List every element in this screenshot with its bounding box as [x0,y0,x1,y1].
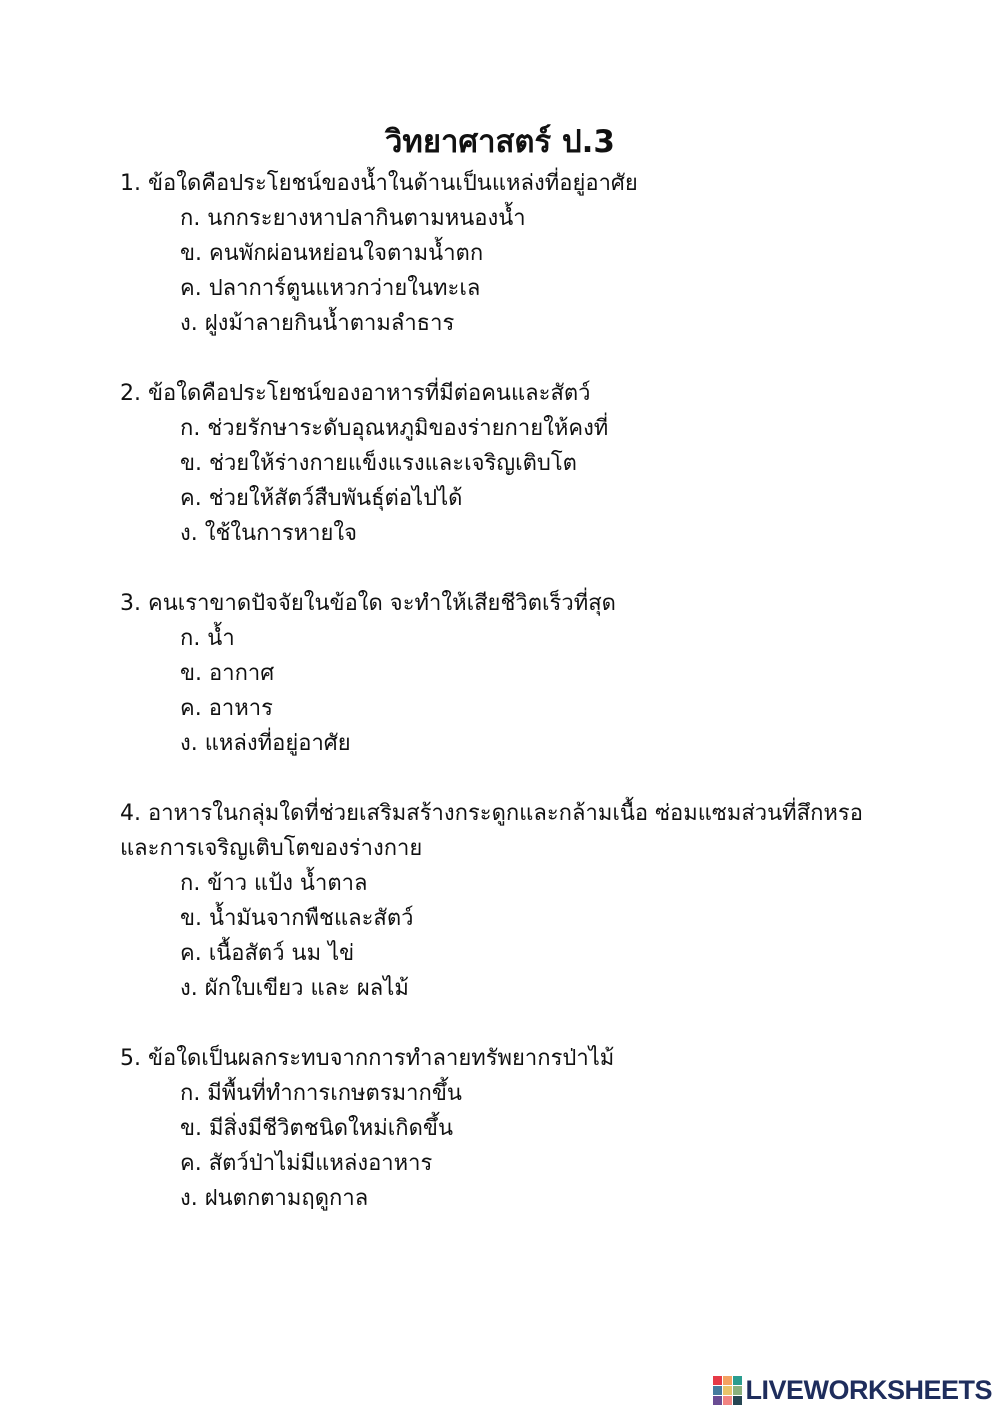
option-item: ค. ปลาการ์ตูนแหวกว่ายในทะเล [180,276,481,301]
option-item: ค. อาหาร [180,696,273,721]
logo-square [713,1376,722,1385]
option-list [120,866,880,1006]
option-item: ข. ช่วยให้ร่างกายแข็งแรงและเจริญเติบโต [180,451,577,476]
question-text: 1. ข้อใดคือประโยชน์ของน้ำในด้านเป็นแหล่งที่อยู่อาศัย [120,171,638,196]
option-item: ง. ฝูงม้าลายกินน้ำตามลำธาร [180,311,455,336]
option-item: ค. สัตว์ป่าไม่มีแหล่งอาหาร [180,1151,433,1176]
option-list [120,201,880,341]
liveworksheets-watermark [713,1372,992,1408]
option-item: ข. อากาศ [180,661,275,686]
option-item: ข. น้ำมันจากพืชและสัตว์ [180,906,414,931]
option-item: ค. เนื้อสัตว์ นม ไข่ [180,941,355,966]
option-item: ก. น้ำ [180,626,235,651]
question-3 [120,586,880,761]
option-item: ก. มีพื้นที่ทำการเกษตรมากขึ้น [180,1081,462,1106]
question-4 [120,796,880,1006]
option-item: ข. มีสิ่งมีชีวิตชนิดใหม่เกิดขึ้น [180,1116,453,1141]
question-text: 5. ข้อใดเป็นผลกระทบจากการทำลายทรัพยากรป่าไม้ [120,1046,615,1071]
question-text: 2. ข้อใดคือประโยชน์ของอาหารที่มีต่อคนและสัตว์ [120,381,591,406]
question-2 [120,376,880,551]
option-list [120,411,880,551]
option-item: ง. แหล่งที่อยู่อาศัย [180,731,351,756]
option-list [120,1076,880,1216]
brand-name: LIVEWORKSHEETS [745,1374,992,1405]
worksheet-title: วิทยาศาสตร์ ป.3 [384,124,616,160]
liveworksheets-logo-icon [713,1376,742,1405]
logo-square [733,1396,742,1405]
question-text: 4. อาหารในกลุ่มใดที่ช่วยเสริมสร้างกระดูกและกล้ามเนื้อ ซ่อมแซมส่วนที่สึกหรอ และการเจริญเติบโตของร่างกาย [120,801,863,861]
option-list [120,621,880,761]
logo-square [723,1376,732,1385]
logo-square [713,1386,722,1395]
option-item: ก. ข้าว แป้ง น้ำตาล [180,871,368,896]
option-item: ง. ฝนตกตามฤดูกาล [180,1186,369,1211]
logo-square [733,1386,742,1395]
question-1 [120,166,880,341]
question-5 [120,1041,880,1216]
option-item: ข. คนพักผ่อนหย่อนใจตามน้ำตก [180,241,484,266]
option-item: ก. ช่วยรักษาระดับอุณหภูมิของร่ายกายให้คงที่ [180,416,609,441]
option-item: ก. นกกระยางหาปลากินตามหนองน้ำ [180,206,526,231]
option-item: ง. ใช้ในการหายใจ [180,521,358,546]
logo-square [723,1386,732,1395]
logo-square [723,1396,732,1405]
option-item: ค. ช่วยให้สัตว์สืบพันธุ์ต่อไปได้ [180,486,463,511]
logo-square [713,1396,722,1405]
question-text: 3. คนเราขาดปัจจัยในข้อใด จะทำให้เสียชีวิตเร็วที่สุด [120,591,616,616]
logo-square [733,1376,742,1385]
option-item: ง. ผักใบเขียว และ ผลไม้ [180,976,409,1001]
